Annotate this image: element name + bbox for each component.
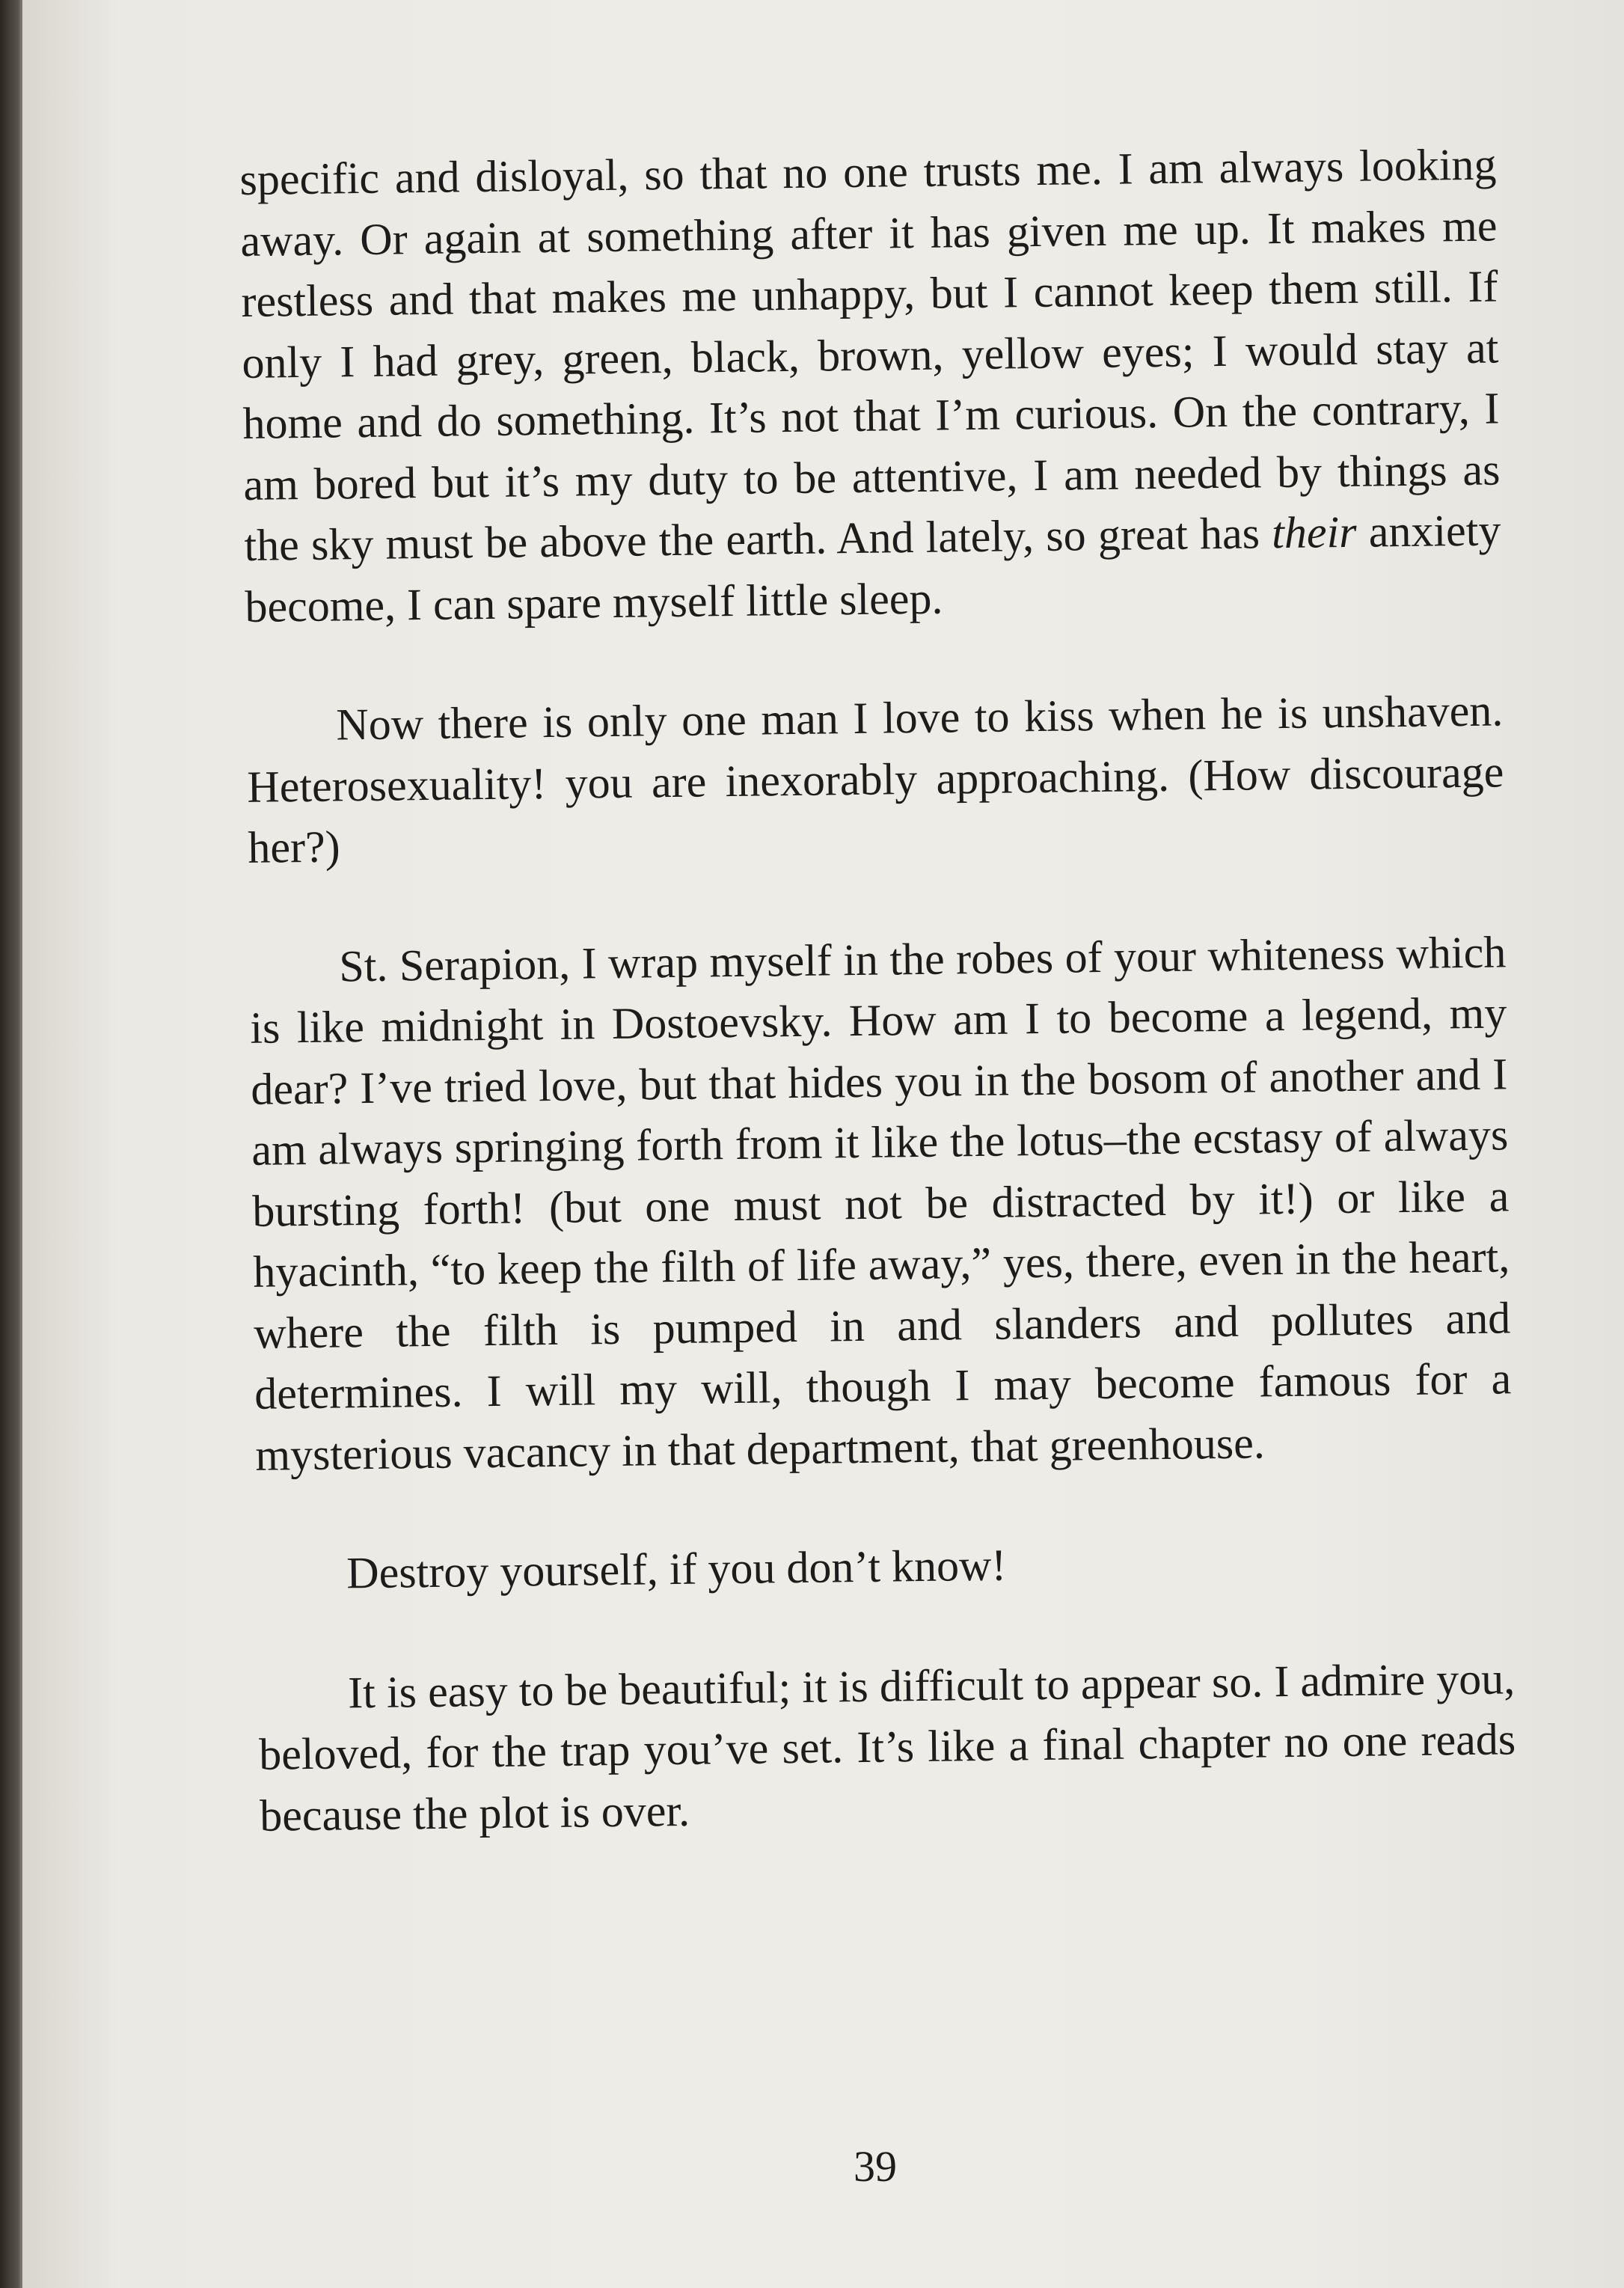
paragraph-1-text: specific and disloyal, so that no one trusts me. I am always looking away. Or again at something after it has given me up. It makes me restless and that makes me unhappy, but I cannot keep them still. If only I had grey, green, black, brown, yellow eyes; I would stay at home and do something. It’s not that I’m curious. On the contrary, I am bored but it’s my duty to be attentive, I am needed by things as the sky must be above the earth. And lately, so great has xyxy=(239,139,1501,570)
page-number: 39 xyxy=(854,2142,897,2191)
paragraph-3: St. Serapion, I wrap myself in the robes of your whiteness which is like midnight in Dostoevsky. How am I to become a legend, my dear? I’ve tried love, but that hides you in the bosom of another and I am always springing forth from it like the lotus–the ecstasy of always bursting forth! (but one must not be distracted by it!) or like a hyacinth, “to keep the filth of life away,” yes, there, even in the heart, where the filth is pumped in and slanders and pollutes and determines. I will my will, though I may become famous for a mysterious vacancy in that department, that greenhouse. xyxy=(249,926,1512,1480)
paragraph-5: It is easy to be beautiful; it is difficult to appear so. I admire you, beloved, for the trap you’ve set. It’s like a final chapter no one reads because the plot is over. xyxy=(258,1653,1516,1841)
paragraph-1-text-after: anxiety become, I can spare myself little sleep. xyxy=(245,505,1501,631)
body-text xyxy=(239,134,1517,1846)
paragraph-4: Destroy yourself, if you don’t know! xyxy=(346,1540,1007,1598)
paragraph-1 xyxy=(239,134,1502,637)
book-page xyxy=(22,0,1624,2288)
paragraph-2: Now there is only one man I love to kiss when he is unshaven. Heterosexuality! you are inexorably approaching. (How discourage her?) xyxy=(246,685,1504,872)
paragraph-1-emphasis: their xyxy=(1271,507,1357,558)
